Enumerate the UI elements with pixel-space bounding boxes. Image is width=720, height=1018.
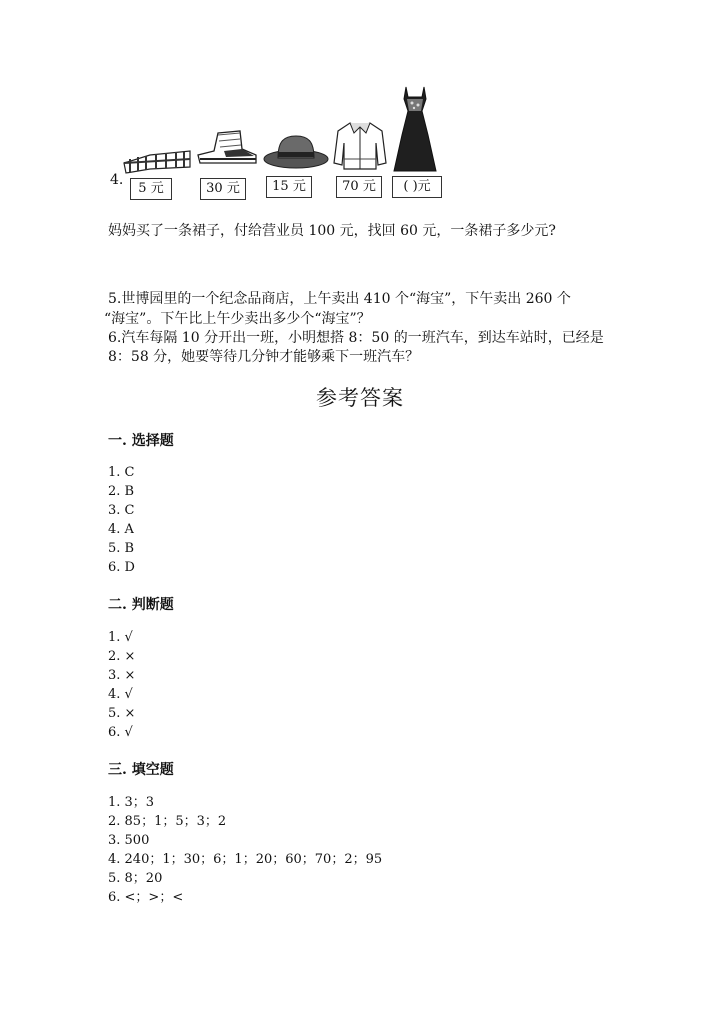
answer-item: 1. √ — [108, 630, 133, 645]
jacket-icon — [332, 119, 388, 171]
answer-item: 6. √ — [108, 725, 133, 740]
price-hat: 15 元 — [266, 176, 312, 198]
hat-icon — [262, 133, 330, 171]
section-title-choice: 一. 选择题 — [108, 433, 174, 449]
question6-line1: 6.汽车每隔 10 分开出一班，小明想搭 8：50 的一班汽车，到达车站时，已经是 — [108, 330, 604, 346]
answer-item: 3. 500 — [108, 833, 150, 848]
answer-item: 3. × — [108, 668, 136, 683]
answer-item: 2. 85；1；5；3；2 — [108, 814, 227, 829]
question4-text: 妈妈买了一条裙子，付给营业员 100 元，找回 60 元，一条裙子多少元? — [108, 223, 556, 239]
answer-item: 6. <；>；< — [108, 890, 184, 905]
question6-line2: 8：58 分，她要等待几分钟才能够乘下一班汽车？ — [108, 349, 420, 365]
answer-item: 5. B — [108, 541, 135, 556]
section-title-judge: 二. 判断题 — [108, 597, 174, 613]
price-shoe: 30 元 — [200, 178, 246, 200]
price-dress: ( )元 — [392, 176, 442, 198]
question5-line1: 5.世博园里的一个纪念品商店，上午卖出 410 个“海宝”，下午卖出 260 个 — [108, 291, 571, 307]
answer-item: 3. C — [108, 503, 135, 518]
section-title-fill: 三. 填空题 — [108, 762, 174, 778]
answer-item: 1. 3；3 — [108, 795, 155, 810]
answer-item: 5. × — [108, 706, 136, 721]
answer-item: 4. A — [108, 522, 134, 537]
scarf-icon — [120, 145, 192, 175]
answer-item: 1. C — [108, 465, 135, 480]
answer-item: 4. √ — [108, 687, 133, 702]
answer-item: 2. × — [108, 649, 136, 664]
shoe-icon — [196, 129, 260, 169]
price-jacket: 70 元 — [336, 176, 382, 198]
question5-line2: “海宝”。下午比上午少卖出多少个“海宝”？ — [104, 311, 371, 327]
answer-item: 6. D — [108, 560, 135, 575]
question4-items — [120, 85, 450, 200]
answer-item: 5. 8；20 — [108, 871, 163, 886]
question4-number: 4. — [110, 172, 124, 188]
dress-icon — [392, 85, 438, 173]
answer-item: 4. 240；1；30；6；1；20；60；70；2；95 — [108, 852, 383, 867]
answers-title: 参考答案 — [316, 386, 404, 410]
price-scarf: 5 元 — [130, 178, 172, 200]
answer-item: 2. B — [108, 484, 135, 499]
